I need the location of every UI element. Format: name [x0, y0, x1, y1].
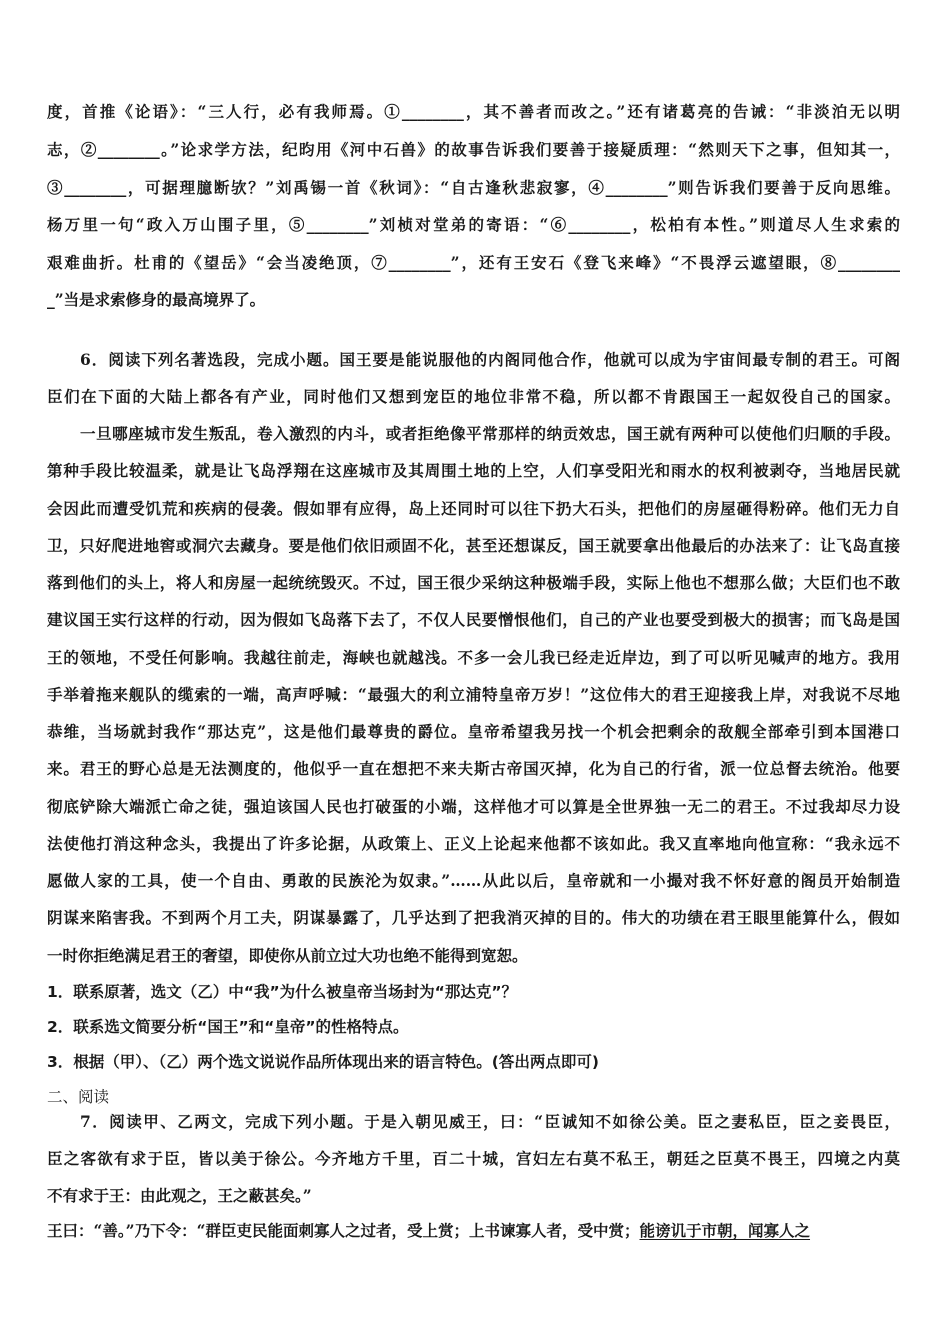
excerpt-line: 会因此而遭受饥荒和疾病的侵袭。假如罪有应得，岛上还同时可以往下扔大石头，把他们的房屋砸得粉碎。他们无力自: [47, 499, 900, 518]
question-7-line: 不有求于王：由此观之，王之蔽甚矣。”: [47, 1186, 312, 1205]
sub-question-1: 1．联系原著，选文（乙）中“我”为什么被皇帝当场封为“那达克”？: [47, 983, 518, 1001]
passage-line: ③________，可据理臆断欤？”刘禹锡一首《秋词》：“自古逢秋悲寂寥，④________”则告诉我们要善于反向思维。: [47, 178, 900, 197]
passage-line: 杨万里一句“政入万山围子里，⑤________”刘桢对堂弟的寄语：“⑥________，松柏有本性。”则道尽人生求索的: [47, 215, 900, 234]
excerpt-line: 第种手段比较温柔，就是让飞岛浮翔在这座城市及其周围土地的上空，人们享受阳光和雨水的权利被剥夺，当地居民就: [47, 461, 900, 480]
underlined-text: 能谤讥于市朝，闻寡人之: [639, 1221, 811, 1240]
question-6-intro: 臣们在下面的大陆上都各有产业，同时他们又想到宠臣的地位非常不稳，所以都不肯跟国王一起奴役自己的国家。: [47, 387, 900, 406]
section-heading: 二、阅读: [47, 1088, 110, 1106]
excerpt-line: 愿做人家的工具，使一个自由、勇敢的民族沦为奴隶。”……从此以后，皇帝就和一小撮对我不怀好意的阁员开始制造: [47, 871, 900, 890]
passage-line: 艰难曲折。杜甫的《望岳》“会当凌绝顶，⑦________”，还有王安石《登飞来峰》“不畏浮云遮望眼，⑧________: [47, 253, 900, 272]
excerpt-line: 一旦哪座城市发生叛乱，卷入激烈的内斗，或者拒绝像平常那样的纳贡效忠，国王就有两种可以使他们归顺的手段。: [80, 424, 900, 443]
passage-line: 度，首推《论语》：“三人行，必有我师焉。①________，其不善者而改之。”还有诸葛亮的告诫：“非淡泊无以明: [47, 102, 900, 121]
question-7-text: 王曰：“善。”乃下令：“群臣吏民能面刺寡人之过者，受上赏；上书谏寡人者，受中赏；: [47, 1221, 640, 1240]
question-7-line: 臣之客欲有求于臣，皆以美于徐公。今齐地方千里，百二十城，宫妇左右莫不私王，朝廷之臣莫不畏王，四境之内莫: [47, 1149, 900, 1168]
excerpt-line: 来。君王的野心总是无法测度的，他似乎一直在想把不来夫斯古帝国灭掉，化为自己的行省，派一位总督去统治。他要: [47, 759, 900, 778]
passage-line: 志，②________。”论求学方法，纪昀用《河中石兽》的故事告诉我们要善于接疑质理：“然则天下之事，但知其一，: [47, 140, 900, 159]
excerpt-line: 恭维，当场就封我作“那达克”，这是他们最尊贵的爵位。皇帝希望我另找一个机会把剩余的敌舰全部牵引到本国港口: [47, 722, 900, 741]
question-7-line: [47, 1221, 810, 1241]
excerpt-line: 一时你拒绝满足君王的奢望，即使你从前立过大功也绝不能得到宽恕。: [47, 946, 528, 965]
question-6-intro: 6．阅读下列名著选段，完成小题。国王要是能说服他的内阁同他合作，他就可以成为宇宙间最专制的君王。可阁: [80, 350, 900, 369]
excerpt-line: 建议国王实行这样的行动，因为假如飞岛落下去了，不仅人民要憎恨他们，自己的产业也要受到极大的损害；而飞岛是国: [47, 610, 900, 629]
sub-question-2: 2．联系选文简要分析“国王”和“皇帝”的性格特点。: [47, 1018, 409, 1036]
excerpt-line: 法使他打消这种念头，我提出了许多论据，从政策上、正义上论起来他都不该如此。我又直率地向他宣称：“我永远不: [47, 834, 900, 853]
excerpt-line: 王的领地，不受任何影响。我越往前走，海峡也就越浅。不多一会儿我已经走近岸边，到了可以听见喊声的地方。我用: [47, 648, 900, 667]
question-7-line: 7．阅读甲、乙两文，完成下列小题。于是入朝见威王，曰：“臣诚知不如徐公美。臣之妻私臣，臣之妾畏臣，: [80, 1112, 900, 1131]
excerpt-line: 阴谋来陷害我。不到两个月工夫，阴谋暴露了，几乎达到了把我消灭掉的目的。伟大的功绩在君王眼里能算什么，假如: [47, 908, 900, 927]
excerpt-line: 手举着拖来舰队的缆索的一端，高声呼喊：“最强大的利立浦特皇帝万岁！”这位伟大的君王迎接我上岸，对我说不尽地: [47, 685, 900, 704]
excerpt-line: 卫，只好爬进地窖或洞穴去藏身。要是他们依旧顽固不化，甚至还想谋反，国王就要拿出他最后的办法来了：让飞岛直接: [47, 536, 900, 555]
passage-line: _”当是求索修身的最高境界了。: [47, 290, 266, 309]
excerpt-line: 彻底铲除大端派亡命之徒，强迫该国人民也打破蛋的小端，这样他才可以算是全世界独一无二的君王。不过我却尽力设: [47, 797, 900, 816]
excerpt-line: 落到他们的头上，将人和房屋一起统统毁灭。不过，国王很少采纳这种极端手段，实际上他也不想那么做；大臣们也不敢: [47, 573, 900, 592]
sub-question-3: 3．根据（甲）、（乙）两个选文说说作品所体现出来的语言特色。(答出两点即可): [47, 1053, 599, 1071]
